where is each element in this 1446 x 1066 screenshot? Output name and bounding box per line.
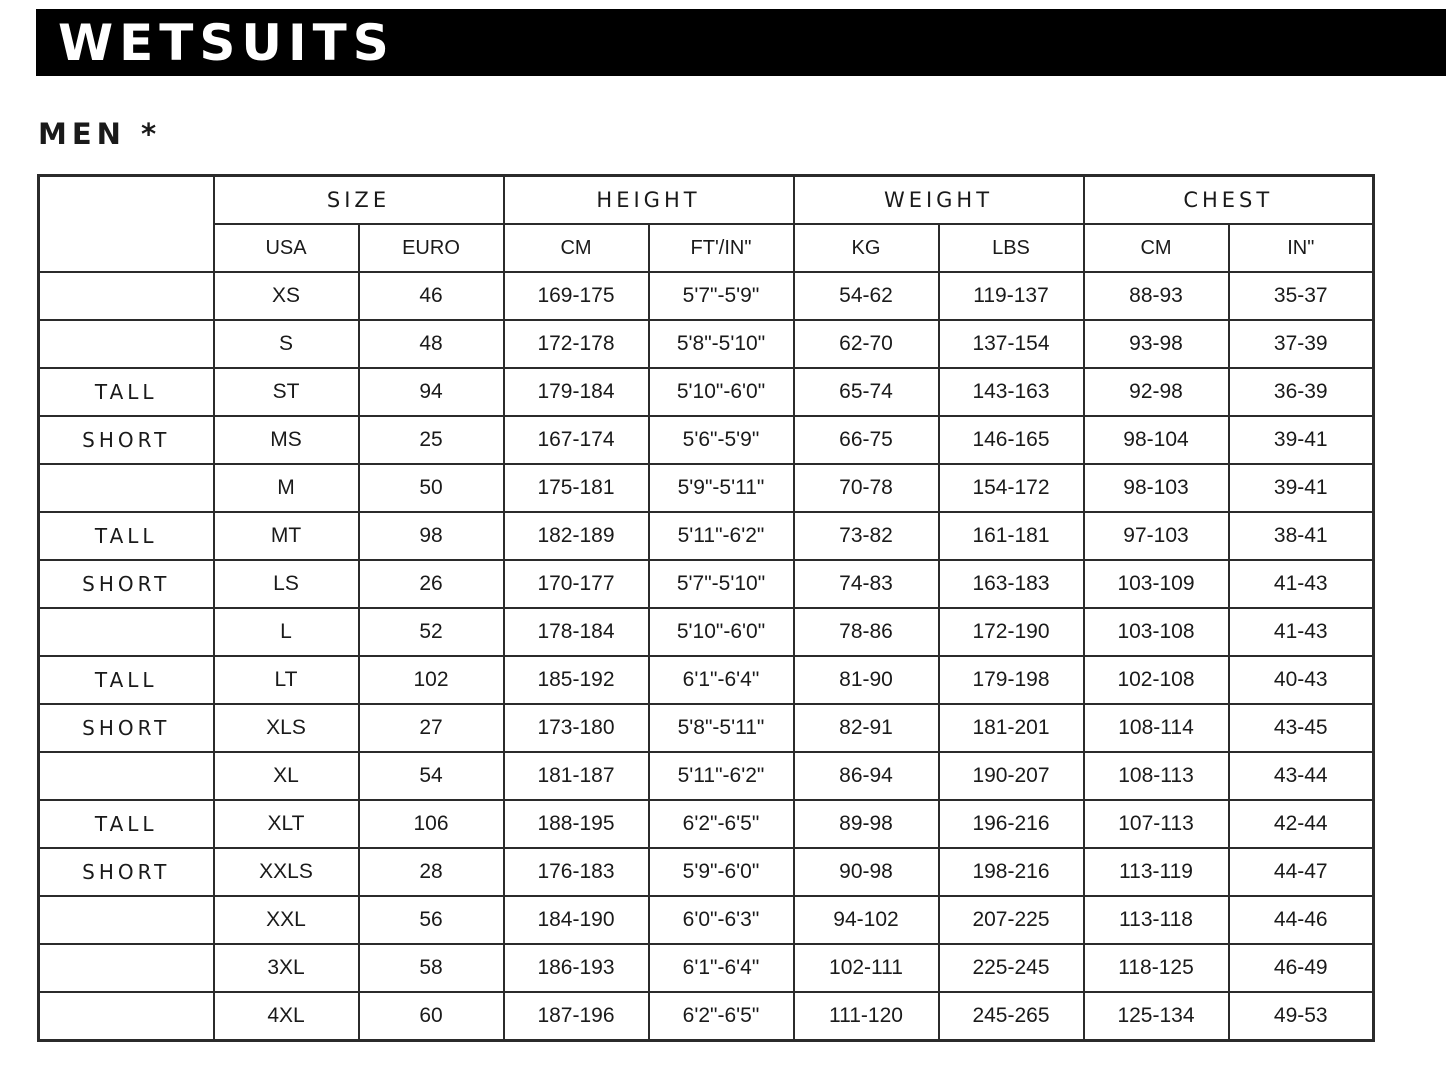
height-ft-in-cell: 6'0"-6'3" [649,896,794,944]
subheader-lbs: LBS [939,224,1084,272]
height-ft-in-cell: 5'6"-5'9" [649,416,794,464]
fit-cell [39,272,214,320]
table-row [39,704,1374,752]
table-row [39,944,1374,992]
euro-size-cell: 56 [359,896,504,944]
table-row [39,272,1374,320]
weight-lbs-cell: 225-245 [939,944,1084,992]
height-cm-cell: 185-192 [504,656,649,704]
chest-in-cell: 39-41 [1229,464,1374,512]
weight-lbs-cell: 119-137 [939,272,1084,320]
height-ft-in-cell: 5'10"-6'0" [649,368,794,416]
subheader-chest-in: IN" [1229,224,1374,272]
height-cm-cell: 170-177 [504,560,649,608]
chest-cm-cell: 113-118 [1084,896,1229,944]
size-chart-table [37,174,1375,1042]
table-body [39,272,1374,1041]
chest-cm-cell: 92-98 [1084,368,1229,416]
weight-lbs-cell: 161-181 [939,512,1084,560]
weight-lbs-cell: 172-190 [939,608,1084,656]
weight-kg-cell: 81-90 [794,656,939,704]
usa-size-cell: 4XL [214,992,359,1041]
chest-cm-cell: 102-108 [1084,656,1229,704]
table-row [39,560,1374,608]
chest-in-cell: 42-44 [1229,800,1374,848]
fit-cell [39,752,214,800]
subheader-chest-cm: CM [1084,224,1229,272]
weight-lbs-cell: 163-183 [939,560,1084,608]
chest-cm-cell: 107-113 [1084,800,1229,848]
height-ft-in-cell: 6'2"-6'5" [649,992,794,1041]
subheader-kg: KG [794,224,939,272]
weight-lbs-cell: 198-216 [939,848,1084,896]
group-header-row [39,176,1374,225]
euro-size-cell: 60 [359,992,504,1041]
chest-cm-cell: 113-119 [1084,848,1229,896]
chest-cm-cell: 88-93 [1084,272,1229,320]
height-ft-in-cell: 5'10"-6'0" [649,608,794,656]
weight-lbs-cell: 207-225 [939,896,1084,944]
height-ft-in-cell: 5'9"-5'11" [649,464,794,512]
euro-size-cell: 106 [359,800,504,848]
usa-size-cell: MT [214,512,359,560]
weight-lbs-cell: 190-207 [939,752,1084,800]
fit-cell [39,320,214,368]
height-ft-in-cell: 5'9"-6'0" [649,848,794,896]
weight-lbs-cell: 137-154 [939,320,1084,368]
weight-lbs-cell: 196-216 [939,800,1084,848]
height-cm-cell: 169-175 [504,272,649,320]
height-cm-cell: 176-183 [504,848,649,896]
fit-cell [39,896,214,944]
chest-in-cell: 49-53 [1229,992,1374,1041]
euro-size-cell: 54 [359,752,504,800]
height-cm-cell: 186-193 [504,944,649,992]
usa-size-cell: ST [214,368,359,416]
fit-cell [39,464,214,512]
usa-size-cell: LS [214,560,359,608]
group-header-weight: WEIGHT [794,176,1084,225]
usa-size-cell: XXLS [214,848,359,896]
table-row [39,896,1374,944]
weight-lbs-cell: 154-172 [939,464,1084,512]
weight-kg-cell: 70-78 [794,464,939,512]
euro-size-cell: 98 [359,512,504,560]
group-header-chest: CHEST [1084,176,1374,225]
usa-size-cell: XS [214,272,359,320]
height-ft-in-cell: 6'1"-6'4" [649,656,794,704]
weight-kg-cell: 82-91 [794,704,939,752]
fit-cell: TALL [39,800,214,848]
euro-size-cell: 26 [359,560,504,608]
table-row [39,464,1374,512]
euro-size-cell: 50 [359,464,504,512]
usa-size-cell: LT [214,656,359,704]
page-title: WETSUITS [58,14,395,72]
fit-cell: TALL [39,656,214,704]
fit-cell: SHORT [39,416,214,464]
height-ft-in-cell: 5'11"-6'2" [649,752,794,800]
subheader-euro: EURO [359,224,504,272]
weight-kg-cell: 62-70 [794,320,939,368]
table-row [39,368,1374,416]
chest-in-cell: 36-39 [1229,368,1374,416]
title-bar [36,9,1446,76]
euro-size-cell: 27 [359,704,504,752]
height-ft-in-cell: 5'7"-5'10" [649,560,794,608]
height-cm-cell: 175-181 [504,464,649,512]
euro-size-cell: 25 [359,416,504,464]
chest-in-cell: 38-41 [1229,512,1374,560]
weight-kg-cell: 54-62 [794,272,939,320]
fit-cell [39,992,214,1041]
table-row [39,992,1374,1041]
fit-cell: SHORT [39,560,214,608]
euro-size-cell: 28 [359,848,504,896]
group-header-size: SIZE [214,176,504,225]
height-cm-cell: 172-178 [504,320,649,368]
table-row [39,848,1374,896]
usa-size-cell: S [214,320,359,368]
table-row [39,416,1374,464]
table-row [39,320,1374,368]
height-cm-cell: 178-184 [504,608,649,656]
weight-lbs-cell: 181-201 [939,704,1084,752]
chest-cm-cell: 98-104 [1084,416,1229,464]
fit-header-cell [39,176,214,273]
fit-cell: SHORT [39,848,214,896]
height-ft-in-cell: 5'7"-5'9" [649,272,794,320]
chest-in-cell: 46-49 [1229,944,1374,992]
weight-kg-cell: 89-98 [794,800,939,848]
chest-in-cell: 43-44 [1229,752,1374,800]
weight-lbs-cell: 146-165 [939,416,1084,464]
chest-cm-cell: 97-103 [1084,512,1229,560]
weight-lbs-cell: 179-198 [939,656,1084,704]
height-cm-cell: 188-195 [504,800,649,848]
euro-size-cell: 58 [359,944,504,992]
weight-kg-cell: 90-98 [794,848,939,896]
chest-in-cell: 40-43 [1229,656,1374,704]
euro-size-cell: 102 [359,656,504,704]
height-ft-in-cell: 6'1"-6'4" [649,944,794,992]
height-ft-in-cell: 5'11"-6'2" [649,512,794,560]
fit-cell: SHORT [39,704,214,752]
height-cm-cell: 173-180 [504,704,649,752]
chest-cm-cell: 108-114 [1084,704,1229,752]
weight-kg-cell: 94-102 [794,896,939,944]
chest-cm-cell: 103-109 [1084,560,1229,608]
chest-cm-cell: 98-103 [1084,464,1229,512]
chest-in-cell: 44-46 [1229,896,1374,944]
usa-size-cell: XLS [214,704,359,752]
height-cm-cell: 182-189 [504,512,649,560]
height-ft-in-cell: 5'8"-5'11" [649,704,794,752]
usa-size-cell: XXL [214,896,359,944]
usa-size-cell: M [214,464,359,512]
height-cm-cell: 179-184 [504,368,649,416]
usa-size-cell: MS [214,416,359,464]
group-header-height: HEIGHT [504,176,794,225]
chest-cm-cell: 103-108 [1084,608,1229,656]
weight-kg-cell: 74-83 [794,560,939,608]
table-header [39,176,1374,273]
chest-in-cell: 44-47 [1229,848,1374,896]
section-title: MEN * [38,117,162,151]
weight-kg-cell: 102-111 [794,944,939,992]
weight-kg-cell: 86-94 [794,752,939,800]
subheader-height-ft-in: FT'/IN" [649,224,794,272]
height-cm-cell: 167-174 [504,416,649,464]
fit-cell [39,944,214,992]
fit-cell: TALL [39,512,214,560]
height-cm-cell: 184-190 [504,896,649,944]
usa-size-cell: 3XL [214,944,359,992]
weight-kg-cell: 66-75 [794,416,939,464]
height-cm-cell: 181-187 [504,752,649,800]
chest-in-cell: 35-37 [1229,272,1374,320]
chest-in-cell: 39-41 [1229,416,1374,464]
subheader-usa: USA [214,224,359,272]
chest-in-cell: 37-39 [1229,320,1374,368]
chest-in-cell: 41-43 [1229,560,1374,608]
euro-size-cell: 48 [359,320,504,368]
chest-in-cell: 43-45 [1229,704,1374,752]
height-ft-in-cell: 5'8"-5'10" [649,320,794,368]
fit-cell: TALL [39,368,214,416]
height-ft-in-cell: 6'2"-6'5" [649,800,794,848]
table-row [39,512,1374,560]
weight-kg-cell: 73-82 [794,512,939,560]
euro-size-cell: 94 [359,368,504,416]
table-row [39,752,1374,800]
weight-kg-cell: 78-86 [794,608,939,656]
chest-cm-cell: 108-113 [1084,752,1229,800]
weight-kg-cell: 65-74 [794,368,939,416]
euro-size-cell: 46 [359,272,504,320]
chest-in-cell: 41-43 [1229,608,1374,656]
weight-lbs-cell: 143-163 [939,368,1084,416]
chest-cm-cell: 118-125 [1084,944,1229,992]
euro-size-cell: 52 [359,608,504,656]
usa-size-cell: XL [214,752,359,800]
subheader-height-cm: CM [504,224,649,272]
usa-size-cell: L [214,608,359,656]
height-cm-cell: 187-196 [504,992,649,1041]
sub-header-row [39,224,1374,272]
chest-cm-cell: 93-98 [1084,320,1229,368]
table-row [39,800,1374,848]
weight-lbs-cell: 245-265 [939,992,1084,1041]
weight-kg-cell: 111-120 [794,992,939,1041]
usa-size-cell: XLT [214,800,359,848]
table-row [39,656,1374,704]
table-row [39,608,1374,656]
fit-cell [39,608,214,656]
chest-cm-cell: 125-134 [1084,992,1229,1041]
